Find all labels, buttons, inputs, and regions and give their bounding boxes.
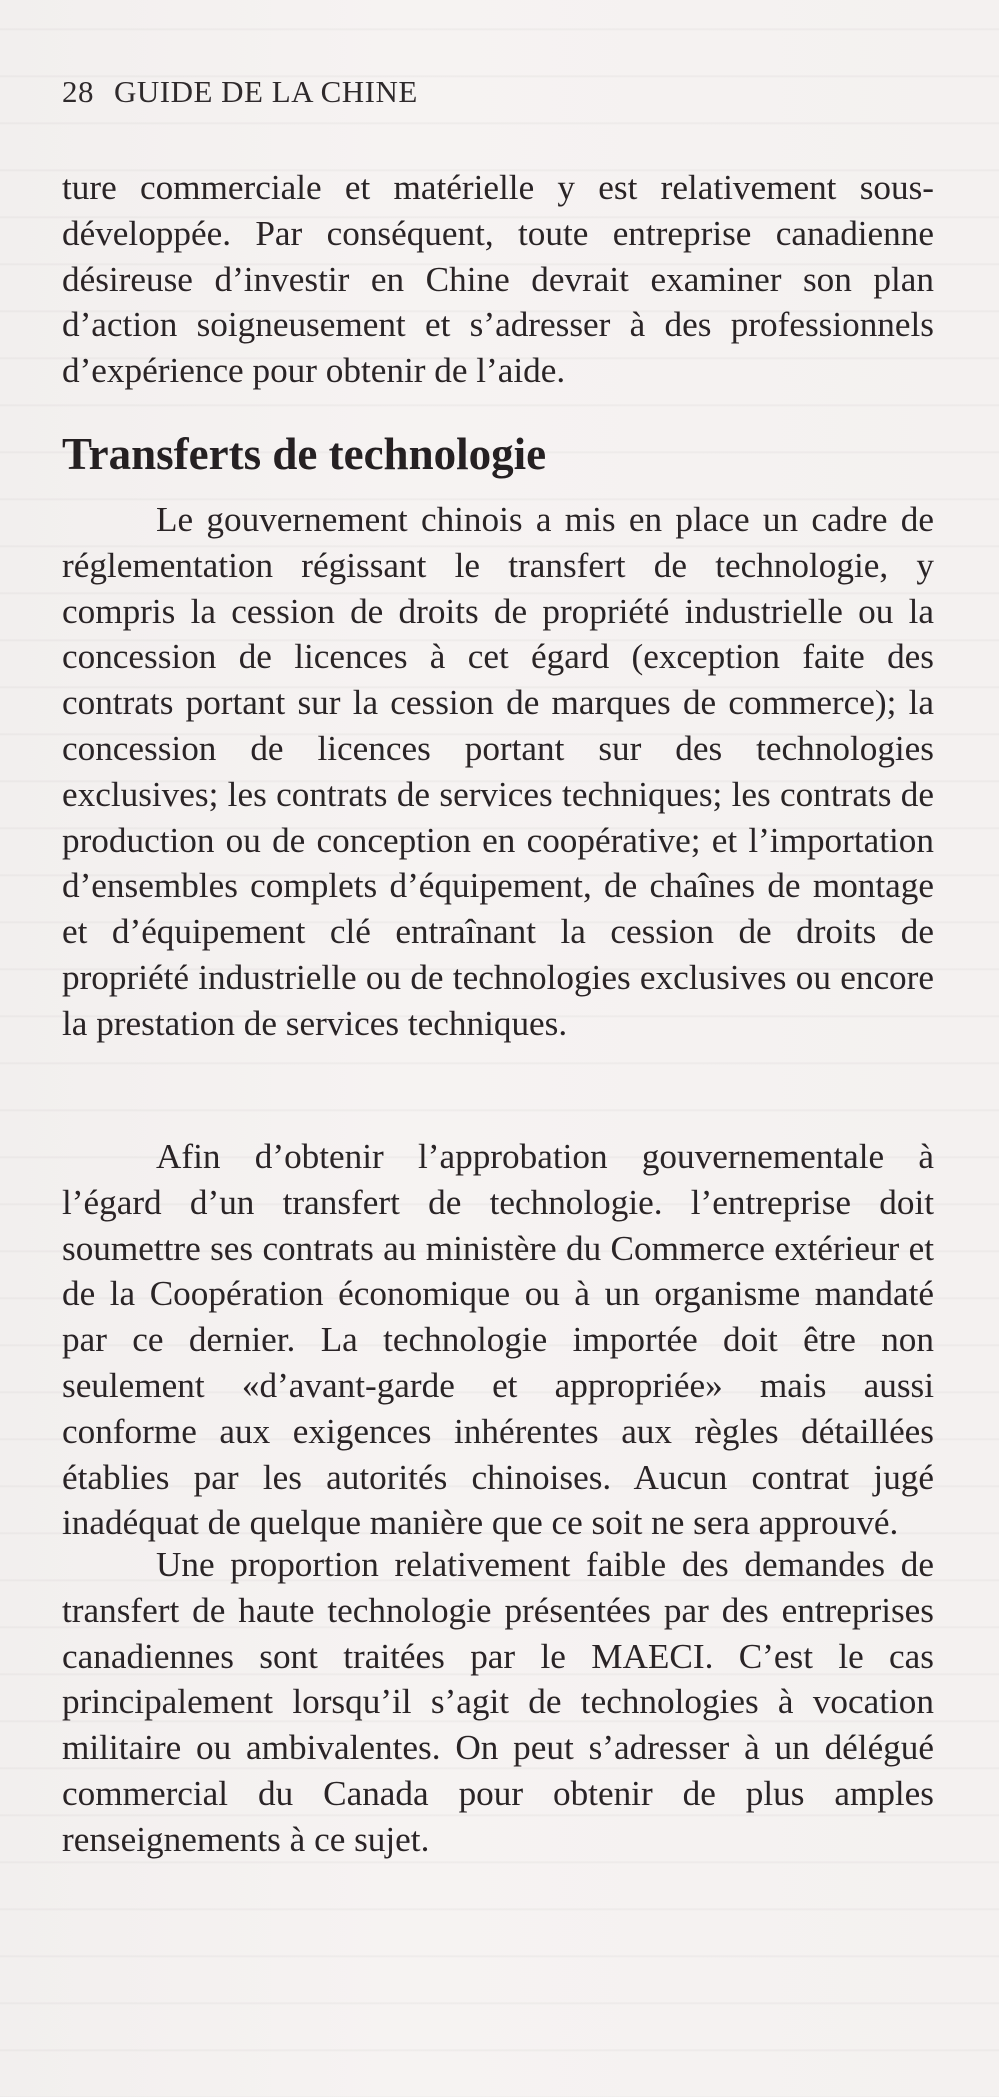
paragraph-approval: Afin d’obtenir l’approbation gouvernementale à l’égard d’un transfert de technologie. l’entreprise doit soumettre ses contrats au ministère du Commerce extérieur et de la Coopération économique ou à un organisme mandaté par ce dernier. La technologie importée doit être non seulement «d’avant-garde et appropriée» mais aussi conforme aux exigences inhérentes aux règles détaillées établies par les autorités chinoises. Aucun contrat jugé inadéquat de quelque manière que ce soit ne sera approuvé.	[62, 1137, 934, 1543]
paragraph-regulation: Le gouvernement chinois a mis en place un cadre de réglementation régissant le transfert de technologie, y compris la cession de droits de propriété industrielle ou la concession de licences à cet égard (exception faite des contrats portant sur la cession de marques de commerce); la concession de licences portant sur des technologies exclusives; les contrats de services techniques; les contrats de production ou de conception en coopérative; et l’importation d’ensembles complets d’équipement, de chaînes de montage et d’équipement clé entraînant la cession de droits de propriété industrielle ou de technologies exclusives ou encore la prestation de services techniques.	[62, 500, 934, 1043]
paragraph-continued: ture commerciale et matérielle y est relativement sous-développée. Par conséquent, toute entreprise canadienne désireuse d’investir en Chine devrait examiner son plan d’action soigneusement et s’adresser à des professionnels d’expérience pour obtenir de l’aide.	[62, 168, 934, 391]
section-heading: Transferts de technologie	[62, 429, 547, 479]
paragraph-maeci: Une proportion relativement faible des demandes de transfert de haute technologie présentées par des entreprises canadiennes sont traitées par le MAECI. C’est le cas principalement lorsqu’il s’agit de technologies à vocation militaire ou ambivalentes. On peut s’adresser à un délégué commercial du Canada pour obtenir de plus amples renseignements à ce sujet.	[62, 1545, 934, 1859]
running-title: GUIDE DE LA CHINE	[114, 74, 418, 109]
page-number: 28	[62, 74, 94, 109]
running-header	[62, 74, 418, 110]
